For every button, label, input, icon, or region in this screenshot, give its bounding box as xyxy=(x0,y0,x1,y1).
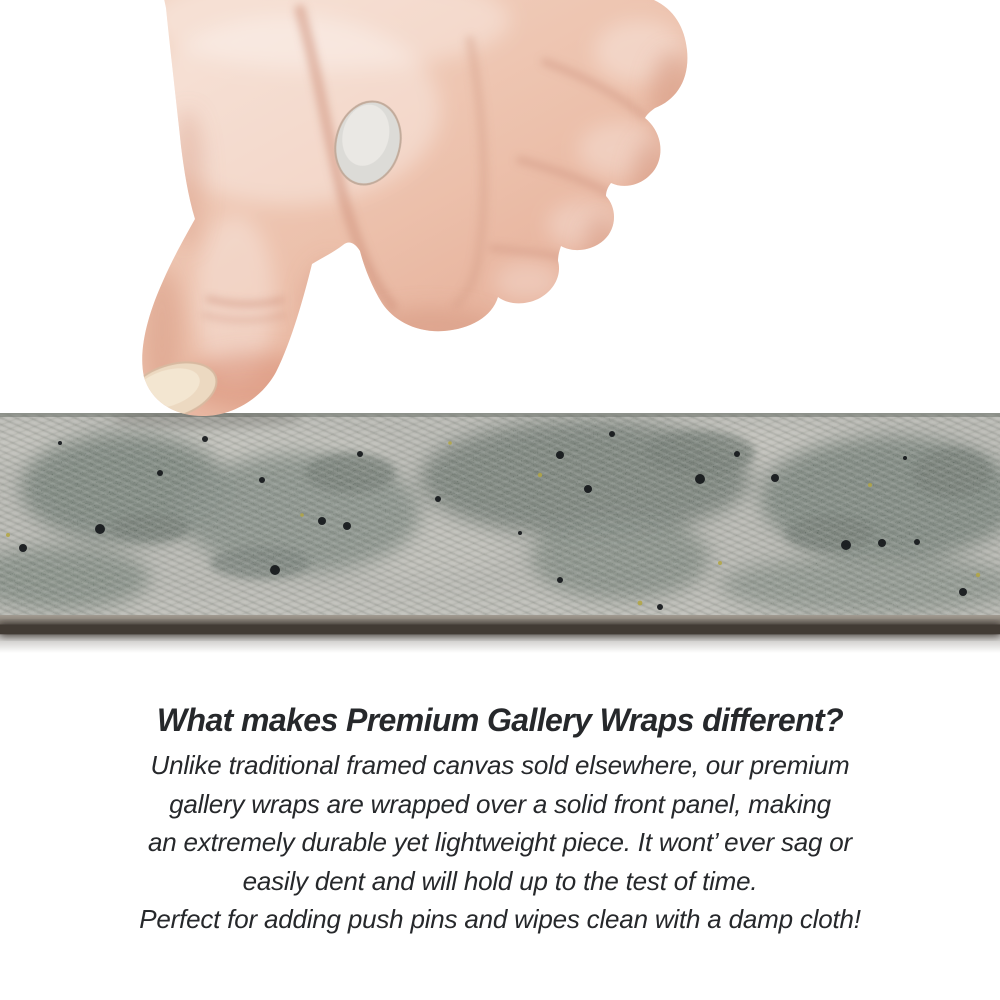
body-line: gallery wraps are wrapped over a solid front panel, making xyxy=(169,788,831,819)
headline: What makes Premium Gallery Wraps different? xyxy=(156,702,844,738)
strip-shadow xyxy=(0,635,1000,653)
body-line: Perfect for adding push pins and wipes clean with a damp cloth! xyxy=(139,904,861,934)
body-line: an extremely durable yet lightweight piece. It wont’ ever sag or xyxy=(147,827,853,857)
body-line: Unlike traditional framed canvas sold elsewhere, our premium xyxy=(150,750,850,780)
canvas-edge-strip xyxy=(0,413,1000,653)
hand-silhouette xyxy=(142,0,687,416)
body-line: easily dent and will hold up to the test of time. xyxy=(242,865,758,896)
canvas-texture xyxy=(0,413,1000,626)
marketing-copy xyxy=(0,700,1000,939)
hand-photo xyxy=(0,0,1000,440)
finger-nail xyxy=(327,95,409,192)
